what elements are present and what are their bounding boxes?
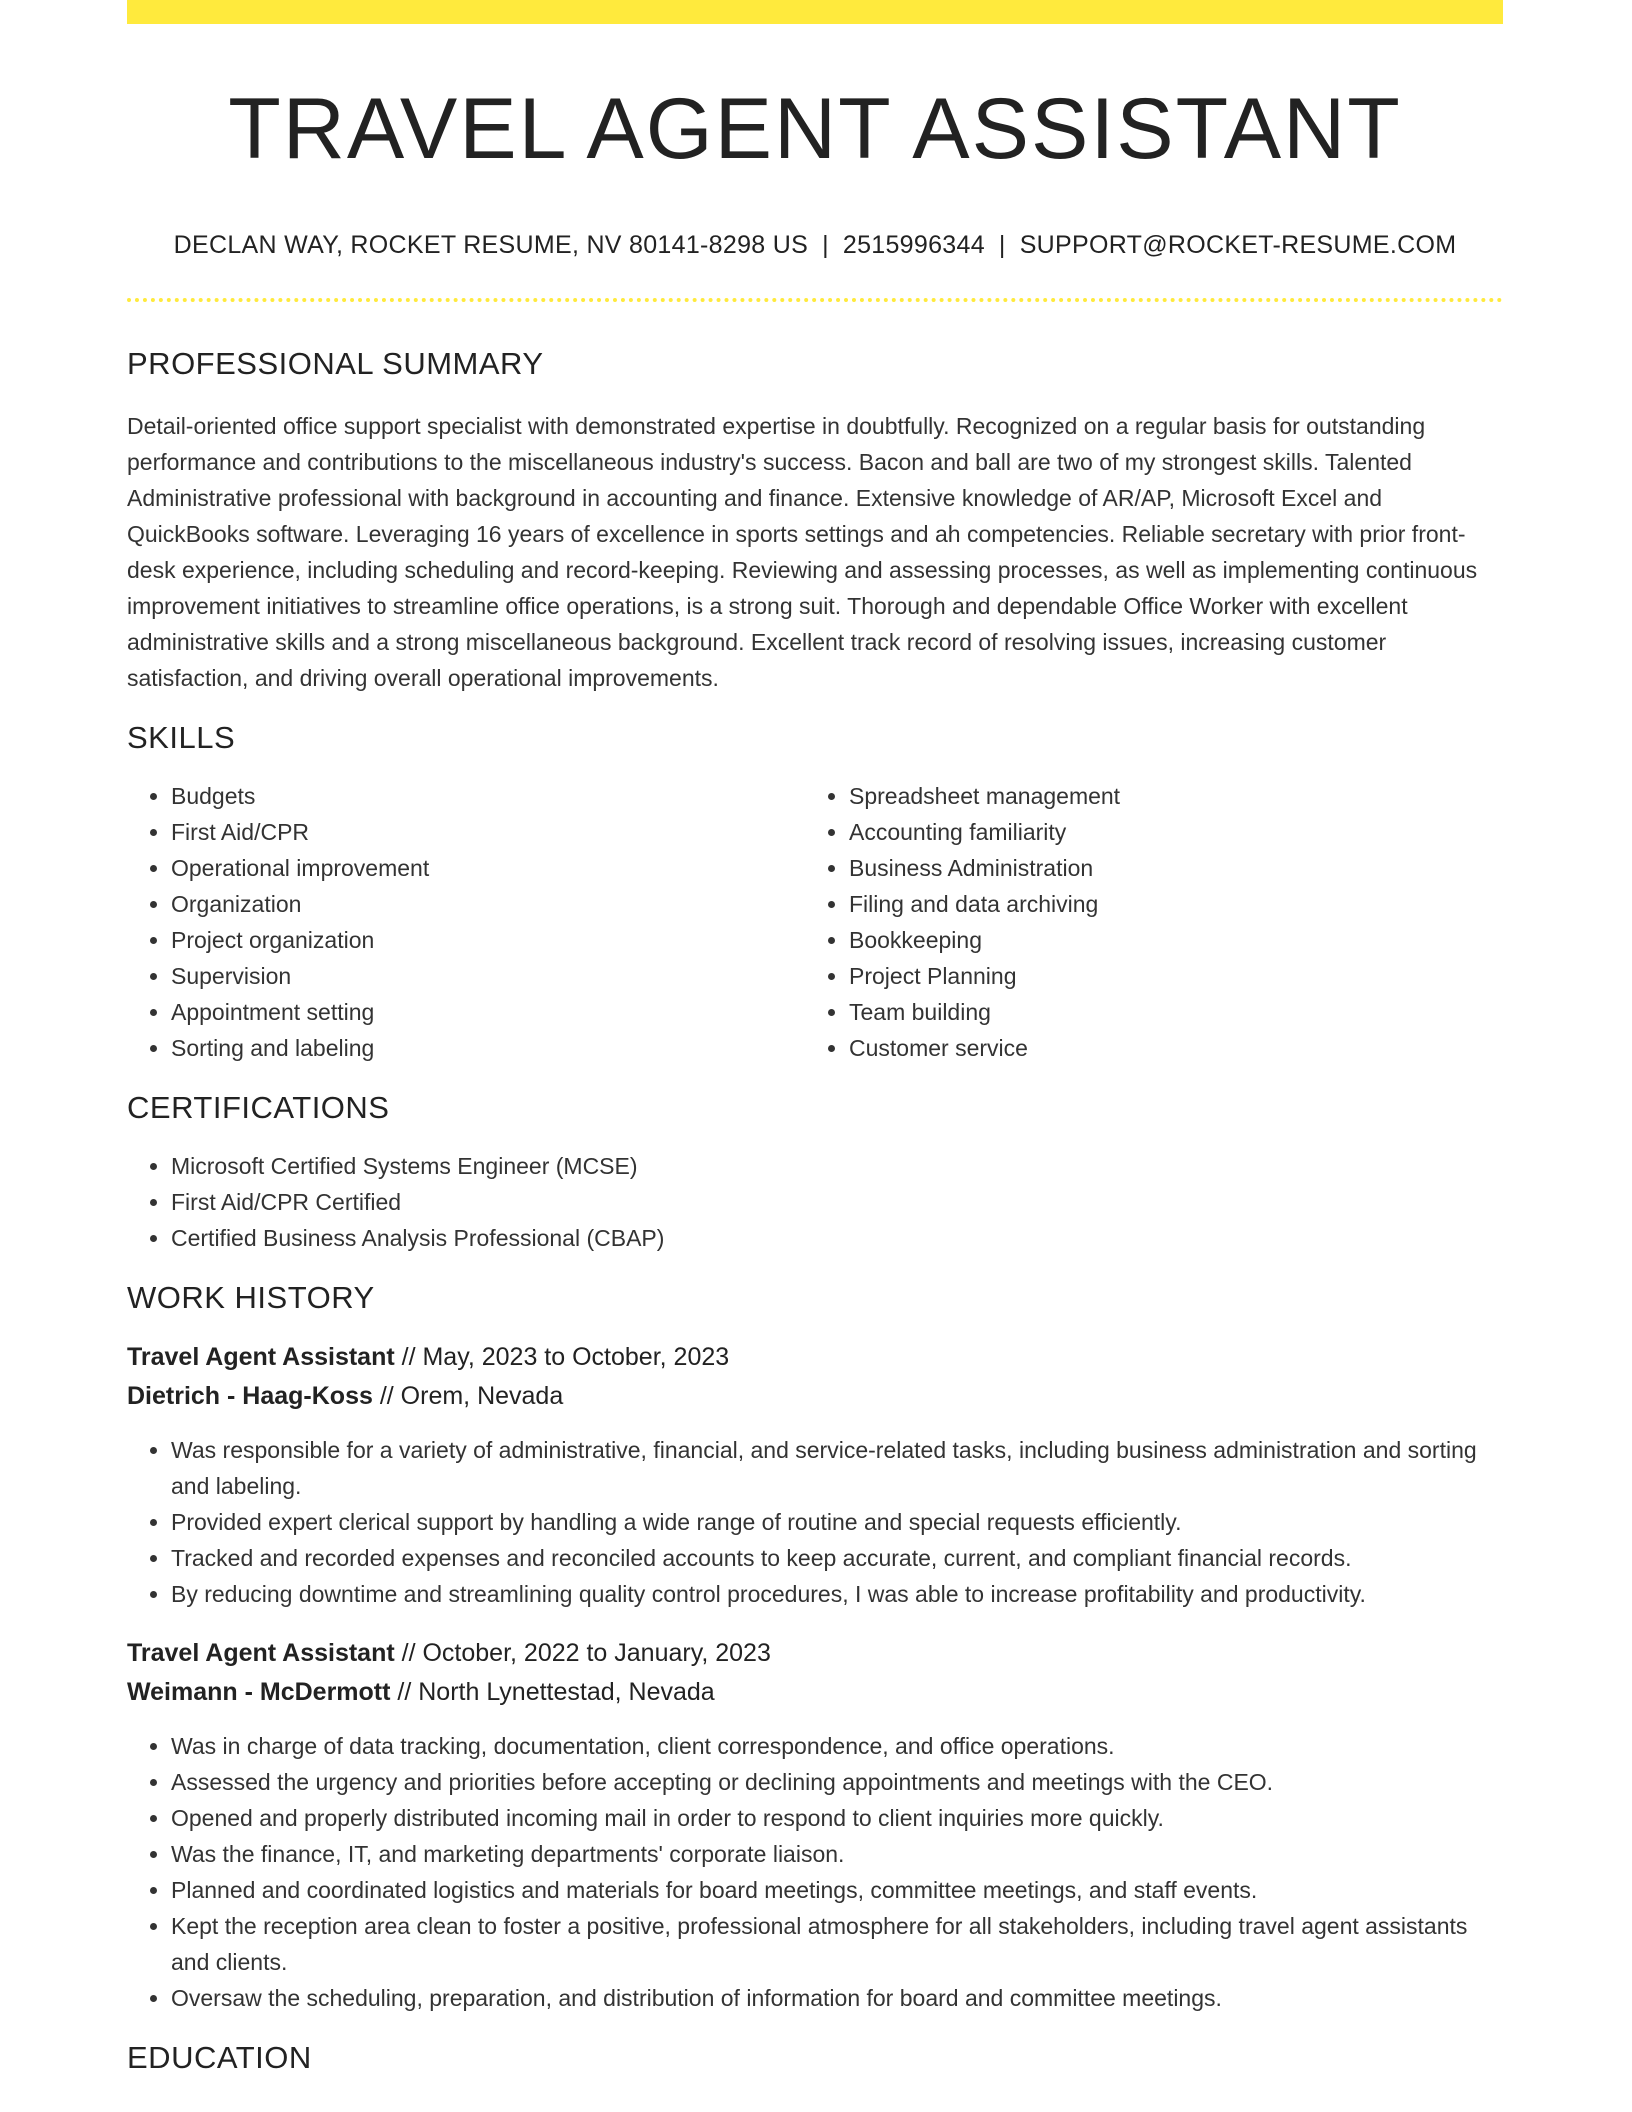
contact-phone: 2515996344 xyxy=(842,230,985,259)
skill-item: • Project Planning xyxy=(849,958,1483,994)
contact-email: SUPPORT@ROCKET-RESUME.COM xyxy=(1019,230,1457,259)
skill-item: • Spreadsheet management xyxy=(849,778,1483,814)
resume-content xyxy=(127,0,1503,2076)
skill-item: • Sorting and labeling xyxy=(171,1030,805,1066)
job-bullet: • Oversaw the scheduling, preparation, and distribution of information for board and committee meetings. xyxy=(171,1980,1503,2016)
skill-item: • Team building xyxy=(849,994,1483,1030)
accent-top-bar xyxy=(127,0,1503,24)
contact-line xyxy=(127,231,1503,260)
dotted-divider xyxy=(127,298,1503,302)
job-company: Weimann - McDermott xyxy=(127,1677,391,1706)
education-section xyxy=(127,2040,1503,2076)
contact-separator: | xyxy=(998,230,1006,259)
education-heading: EDUCATION xyxy=(127,2039,312,2075)
certification-item: • Certified Business Analysis Professional (CBAP) xyxy=(171,1220,1503,1256)
certifications-list xyxy=(127,1148,1503,1256)
job-bullet: • By reducing downtime and streamlining quality control procedures, I was able to increase profitability and productivity. xyxy=(171,1576,1503,1612)
job-bullet: • Provided expert clerical support by handling a wide range of routine and special requests efficiently. xyxy=(171,1504,1503,1540)
job-entry xyxy=(127,1338,1503,1612)
skill-item: • Budgets xyxy=(171,778,805,814)
job-title: Travel Agent Assistant xyxy=(127,1638,395,1667)
job-location: // North Lynettestad, Nevada xyxy=(397,1677,715,1706)
job-bullet: • Was in charge of data tracking, documentation, client correspondence, and office operations. xyxy=(171,1728,1503,1764)
skill-item: • Business Administration xyxy=(849,850,1483,886)
skills-section xyxy=(127,720,1503,1066)
skill-item: • Filing and data archiving xyxy=(849,886,1483,922)
skills-right-list xyxy=(805,778,1483,1066)
job-company-line xyxy=(127,1673,1503,1712)
skill-item: • Supervision xyxy=(171,958,805,994)
job-bullets xyxy=(127,1728,1503,2016)
job-bullet: • Tracked and recorded expenses and reconciled accounts to keep accurate, current, and compliant financial records. xyxy=(171,1540,1503,1576)
work-history-section xyxy=(127,1280,1503,2016)
certifications-section xyxy=(127,1090,1503,1256)
skill-item: • First Aid/CPR xyxy=(171,814,805,850)
skill-item: • Operational improvement xyxy=(171,850,805,886)
contact-separator: | xyxy=(822,230,829,259)
job-company: Dietrich - Haag-Koss xyxy=(127,1381,373,1410)
job-title: Travel Agent Assistant xyxy=(127,1342,395,1371)
resume-title: TRAVEL AGENT ASSISTANT xyxy=(228,81,1402,177)
job-bullet: • Kept the reception area clean to foster a positive, professional atmosphere for all stakeholders, including travel agent assistants and clients. xyxy=(171,1908,1503,1980)
skill-item: • Project organization xyxy=(171,922,805,958)
certifications-heading: CERTIFICATIONS xyxy=(127,1089,390,1125)
summary-section xyxy=(127,346,1503,696)
summary-heading: PROFESSIONAL SUMMARY xyxy=(127,345,544,381)
job-bullet: • Was responsible for a variety of administrative, financial, and service-related tasks, including business administration and sorting and labeling. xyxy=(171,1432,1503,1504)
skills-left-list xyxy=(127,778,805,1066)
job-bullet: • Opened and properly distributed incoming mail in order to respond to client inquiries more quickly. xyxy=(171,1800,1503,1836)
work-history-heading: WORK HISTORY xyxy=(127,1279,375,1315)
job-company-line xyxy=(127,1377,1503,1416)
job-bullet: • Planned and coordinated logistics and materials for board meetings, committee meetings, and staff events. xyxy=(171,1872,1503,1908)
skills-heading: SKILLS xyxy=(127,719,236,755)
job-title-line xyxy=(127,1634,1503,1673)
job-bullet: • Assessed the urgency and priorities before accepting or declining appointments and meetings with the CEO. xyxy=(171,1764,1503,1800)
job-bullets xyxy=(127,1432,1503,1612)
skill-item: • Appointment setting xyxy=(171,994,805,1030)
summary-text: Detail-oriented office support specialist with demonstrated expertise in doubtfully. Recognized on a regular basis for outstanding performance and contributions to the miscellaneous industry's success. Bacon and ball are two of my strongest skills. Talented Administrative professional with background in accounting and finance. Extensive knowledge of AR/AP, Microsoft Excel and QuickBooks software. Leveraging 16 years of excellence in sports settings and ah competencies. Reliable secretary with prior front-desk experience, including scheduling and record-keeping. Reviewing and assessing processes, as well as implementing continuous improvement initiatives to streamline office operations, is a strong suit. Thorough and dependable Office Worker with excellent administrative skills and a strong miscellaneous background. Excellent track record of resolving issues, increasing customer satisfaction, and driving overall operational improvements. xyxy=(127,412,1478,691)
skill-item: • Organization xyxy=(171,886,805,922)
job-bullet: • Was the finance, IT, and marketing departments' corporate liaison. xyxy=(171,1836,1503,1872)
job-entry xyxy=(127,1634,1503,2016)
skill-item: • Bookkeeping xyxy=(849,922,1483,958)
job-location: // Orem, Nevada xyxy=(379,1381,564,1410)
skill-item: • Accounting familiarity xyxy=(849,814,1483,850)
contact-address: DECLAN WAY, ROCKET RESUME, NV 80141-8298 US xyxy=(173,230,809,259)
skills-grid xyxy=(127,778,1503,1066)
certification-item: • First Aid/CPR Certified xyxy=(171,1184,1503,1220)
job-dates: // October, 2022 to January, 2023 xyxy=(401,1638,771,1667)
job-dates: // May, 2023 to October, 2023 xyxy=(401,1342,730,1371)
skill-item: • Customer service xyxy=(849,1030,1483,1066)
job-title-line xyxy=(127,1338,1503,1377)
certification-item: • Microsoft Certified Systems Engineer (MCSE) xyxy=(171,1148,1503,1184)
